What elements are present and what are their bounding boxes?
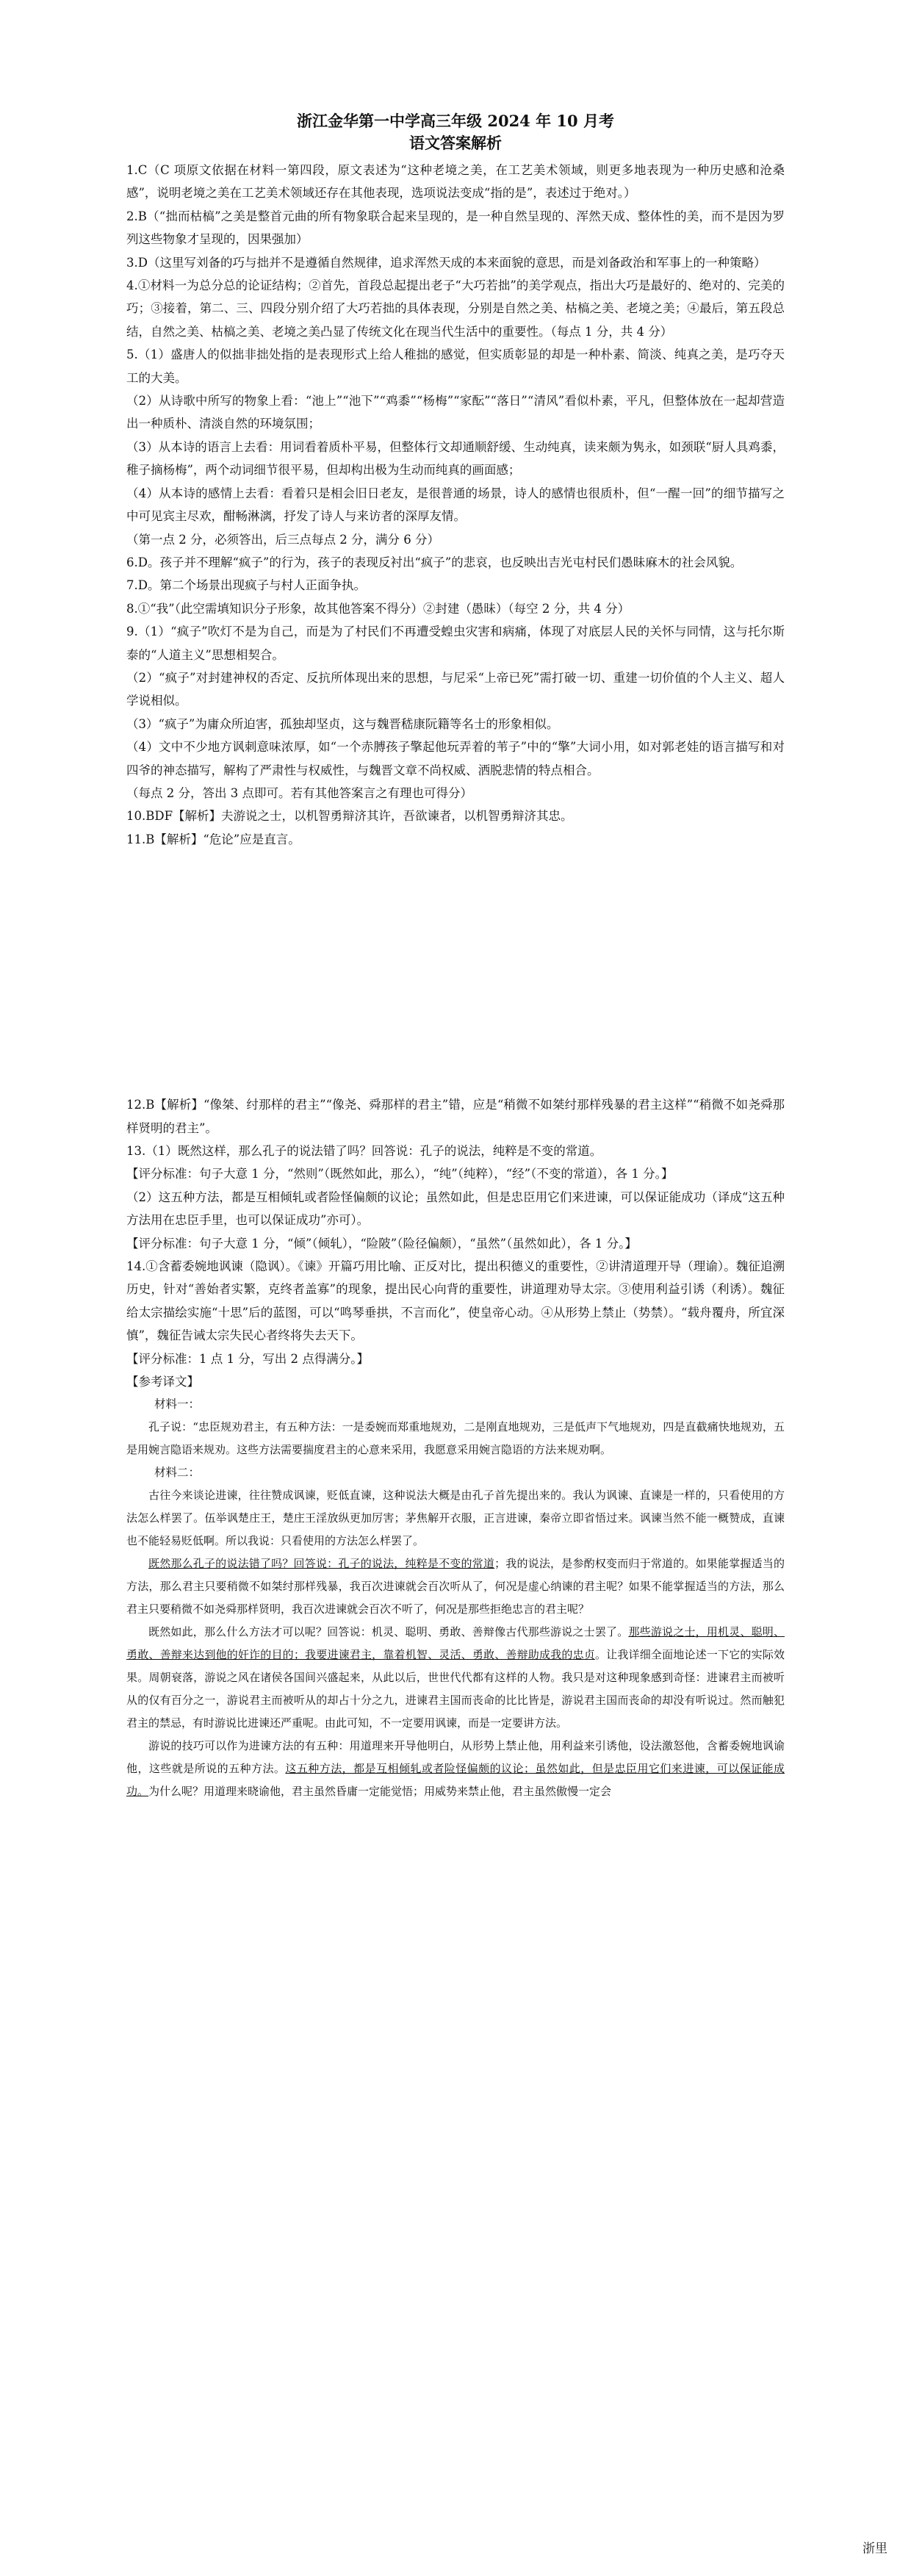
material1-label: 材料一： <box>154 1397 201 1411</box>
material2-paragraph-2 <box>126 1553 785 1621</box>
answer-q14: 14.①含蓄委婉地讽谏（隐讽）。《谏》开篇巧用比喻、正反对比，提出积德义的重要性，②讲清道理开导（理谕）。魏征追溯历史，针对“善始者实繁，克终者盖寡”的现象，提出民心向背的重要性，讲道理劝导太宗。③使用利益引诱（利诱）。魏征给太宗描绘实施“十思”后的蓝图，可以“鸣琴垂拱，不言而化”，使皇帝心动。④从形势上禁止（势禁）。“载舟覆舟，所宜深慎”，魏征告诫太宗失民心者终将失去天下。 <box>126 1259 785 1343</box>
material2-label: 材料二： <box>154 1466 201 1480</box>
underlined-sentence: 这五种方法，都是互相倾轧或者险怪偏颇的议论；虽然如此，但是忠臣用它们来进谏，可以保证能成功。 <box>126 1762 785 1799</box>
document-title: 浙江金华第一中学高三年级 2024 年 10 月考 <box>297 112 614 130</box>
material1-text: 孔子说：“忠臣规劝君主，有五种方法：一是委婉而郑重地规劝，二是刚直地规劝，三是低声下气地规劝，四是直截痛快地规劝，五是用婉言隐语来规劝。这些方法需要揣度君主的心意来采用，我愿意采用婉言隐语的方法来规劝啊。 <box>126 1420 785 1457</box>
blank-space <box>126 851 785 1093</box>
underlined-sentence: 那些游说之士，用机灵、聪明、勇敢、善辩来达到他的奸诈的目的；我要进谏君主，靠着机智、灵活、勇敢、善辩助成我的忠贞 <box>126 1625 785 1662</box>
answer-q13-1-scoring: 【评分标准：句子大意 1 分，“然则”（既然如此，那么），“纯”（纯粹），“经”（不变的常道），各 1 分。】 <box>126 1167 674 1181</box>
answer-q9-4: （4）文中不少地方讽刺意味浓厚，如“一个赤膊孩子擎起他玩弄着的苇子”中的“擎”大词小用，如对郭老娃的语言描写和对四爷的神态描写，解构了严肃性与权威性，与魏晋文章不尚权威、洒脱悲情的特点相合。 <box>126 740 785 777</box>
answers-section-2 <box>126 1093 785 1370</box>
footer-watermark: 浙里 <box>863 2541 887 2556</box>
answer-q5-2: （2）从诗歌中所写的物象上看：“池上”“池下”“鸡黍”“杨梅”“家酝”“落日”“清风”看似朴素，平凡，但整体放在一起却营造出一种质朴、清淡自然的环境氛围； <box>126 394 785 431</box>
material2-paragraph-4 <box>126 1735 785 1803</box>
paragraph-text: 为什么呢？用道理来晓谕他，君主虽然昏庸一定能觉悟；用威势来禁止他，君主虽然傲慢一定会 <box>148 1785 612 1799</box>
answer-q2: 2.B（“拙而枯槁”之美是整首元曲的所有物象联合起来呈现的，是一种自然呈现的、浑然天成、整体性的美，而不是因为罗列这些物象才呈现的，因果强加） <box>126 209 785 247</box>
answer-q13-2-scoring: 【评分标准：句子大意 1 分，“倾”（倾轧），“险陂”（险径偏颇），“虽然”（虽然如此），各 1 分。】 <box>126 1236 637 1251</box>
answer-q1: 1.C（C 项原文依据在材料一第四段，原文表述为“这种老境之美，在工艺美术领域，则更多地表现为一种历史感和沧桑感”，说明老境之美在工艺美术领域还存在其他表现，选项说法变成“指的是”，表述过于绝对。） <box>126 163 785 201</box>
answer-q7: 7.D。第二个场景出现疯子与村人正面争执。 <box>126 578 366 593</box>
document-subtitle: 语文答案解析 <box>409 134 502 152</box>
answer-q5-3: （3）从本诗的语言上去看：用词看着质朴平易，但整体行文却通顺舒缓、生动纯真，读来颇为隽永，如颈联“厨人具鸡黍，稚子摘杨梅”，两个动词细节很平易，但却构出极为生动而纯真的画面感； <box>126 439 785 478</box>
answer-q13-1: 13.（1）既然这样，那么孔子的说法错了吗？回答说：孔子的说法，纯粹是不变的常道。 <box>126 1144 602 1158</box>
paragraph-text: 。让我详细全面地论述一下它的实际效果。周朝衰落，游说之风在诸侯各国间兴盛起来，从此以后，世世代代都有这样的人物。我只是对这种现象感到奇怪：进谏君主而被听从的仅有百分之一，游说君主而被听从的却占十分之九，进谏君主国而丧命的比比皆是，游说君主国而丧命的却没有听说过。然而触犯君主的禁忌，有时游说比进谏还严重呢。由此可知，不一定要用讽谏，而是一定要讲方法。 <box>126 1648 785 1730</box>
answer-q13-2: （2）这五种方法，都是互相倾轧或者险怪偏颇的议论；虽然如此，但是忠臣用它们来进谏，可以保证能成功（译成“这五种方法用在忠臣手里，也可以保证成功”亦可）。 <box>126 1190 785 1228</box>
answer-document <box>126 110 785 1803</box>
answer-q9-scoring: （每点 2 分，答出 3 点即可。若有其他答案言之有理也可得分） <box>126 785 472 800</box>
material2-paragraph-1: 古往今来谈论进谏，往往赞成讽谏，贬低直谏，这种说法大概是由孔子首先提出来的。我认为讽谏、直谏是一样的，只看使用的方法怎么样罢了。伍举讽楚庄王，楚庄王淫放纵更加厉害；茅焦解开衣服，正言进谏，秦帝立即省悟过来。讽谏当然不能一概赞成，直谏也不能轻易贬低啊。所以我说：只看使用的方法怎么样罢了。 <box>126 1489 785 1548</box>
reference-translation <box>126 1370 785 1803</box>
material2-paragraph-3 <box>126 1621 785 1735</box>
answers-section-1 <box>126 159 785 851</box>
answer-q5-1: 5.（1）盛唐人的似拙非拙处指的是表现形式上给人稚拙的感觉，但实质彰显的却是一种朴素、简淡、纯真之美，是巧夺天工的大美。 <box>126 348 785 385</box>
paragraph-text: 游说的技巧可以作为进谏方法的有五种：用道理来开导他明白，从形势上禁止他，用利益来引诱他，设法激怒他，含蓄委婉地讽谕他，这些就是所说的五种方法。 <box>126 1739 785 1776</box>
answer-q11: 11.B【解析】“危论”应是直言。 <box>126 832 300 846</box>
answer-q14-scoring: 【评分标准：1 点 1 分，写出 2 点得满分。】 <box>126 1351 369 1366</box>
paragraph-text: 既然如此，那么什么方法才可以呢？回答说：机灵、聪明、勇敢、善辩像古代那些游说之士罢了。 <box>148 1625 629 1639</box>
answer-q4: 4.①材料一为总分总的论证结构；②首先，首段总起提出老子“大巧若拙”的美学观点，指出大巧是最好的、绝对的、完美的巧；③接着，第二、三、四段分别介绍了大巧若拙的具体表现，分别是自然之美、枯槁之美、老境之美；④最后，第五段总结，自然之美、枯槁之美、老境之美凸显了传统文化在现当代生活中的重要性。（每点 1 分，共 4 分） <box>126 278 785 339</box>
answer-q9-2: （2）“疯子”对封建神权的否定、反抗所体现出来的思想，与尼采“上帝已死”需打破一切、重建一切价值的个人主义、超人学说相似。 <box>126 670 785 708</box>
answer-q3: 3.D（这里写刘备的巧与拙并不是遵循自然规律，追求浑然天成的本来面貌的意思，而是刘备政治和军事上的一种策略） <box>126 255 766 270</box>
answer-q5-4: （4）从本诗的感情上去看：看着只是相会旧日老友，是很普通的场景，诗人的感情也很质朴，但“一醒一回”的细节描写之中可见宾主尽欢，酣畅淋漓，抒发了诗人与来访者的深厚友情。 <box>126 486 785 524</box>
answer-q10: 10.BDF【解析】夫游说之士，以机智勇辩济其许，吾欲谏者，以机智勇辩济其忠。 <box>126 809 573 824</box>
answer-q9-1: 9.（1）“疯子”吹灯不是为自己，而是为了村民们不再遭受蝗虫灾害和病痛，体现了对底层人民的关怀与同情，这与托尔斯泰的“人道主义”思想相契合。 <box>126 625 785 662</box>
answer-q9-3: （3）“疯子”为庸众所迫害，孤独却坚贞，这与魏晋嵇康阮籍等名士的形象相似。 <box>126 716 559 731</box>
reference-heading: 【参考译文】 <box>126 1375 199 1389</box>
answer-q8: 8.①“我”（此空需填知识分子形象，故其他答案不得分）②封建（愚昧）（每空 2 分，共 4 分） <box>126 601 630 616</box>
answer-q5-scoring: （第一点 2 分，必须答出，后三点每点 2 分，满分 6 分） <box>126 532 439 547</box>
underlined-sentence: 既然那么孔子的说法错了吗？回答说：孔子的说法，纯粹是不变的常道 <box>148 1557 495 1571</box>
answer-q12: 12.B【解析】“像桀、纣那样的君主”“像尧、舜那样的君主”错，应是“稍微不如桀纣那样残暴的君主这样”“稍微不如尧舜那样贤明的君主”。 <box>126 1098 785 1135</box>
paragraph-text: ；我的说法，是参酌权变而归于常道的。如果能掌握适当的方法，那么君主只要稍微不如桀纣那样残暴，我百次进谏就会百次听从了，何况是虚心纳谏的君主呢？如果不能掌握适当的方法，那么君主只要稍微不如尧舜那样贤明，我百次进谏就会百次不听了，何况是那些拒绝忠言的君主呢？ <box>126 1557 785 1616</box>
answer-q6: 6.D。孩子并不理解“疯子”的行为，孩子的表现反衬出“疯子”的悲哀，也反映出吉光屯村民们愚昧麻木的社会风貌。 <box>126 555 743 569</box>
